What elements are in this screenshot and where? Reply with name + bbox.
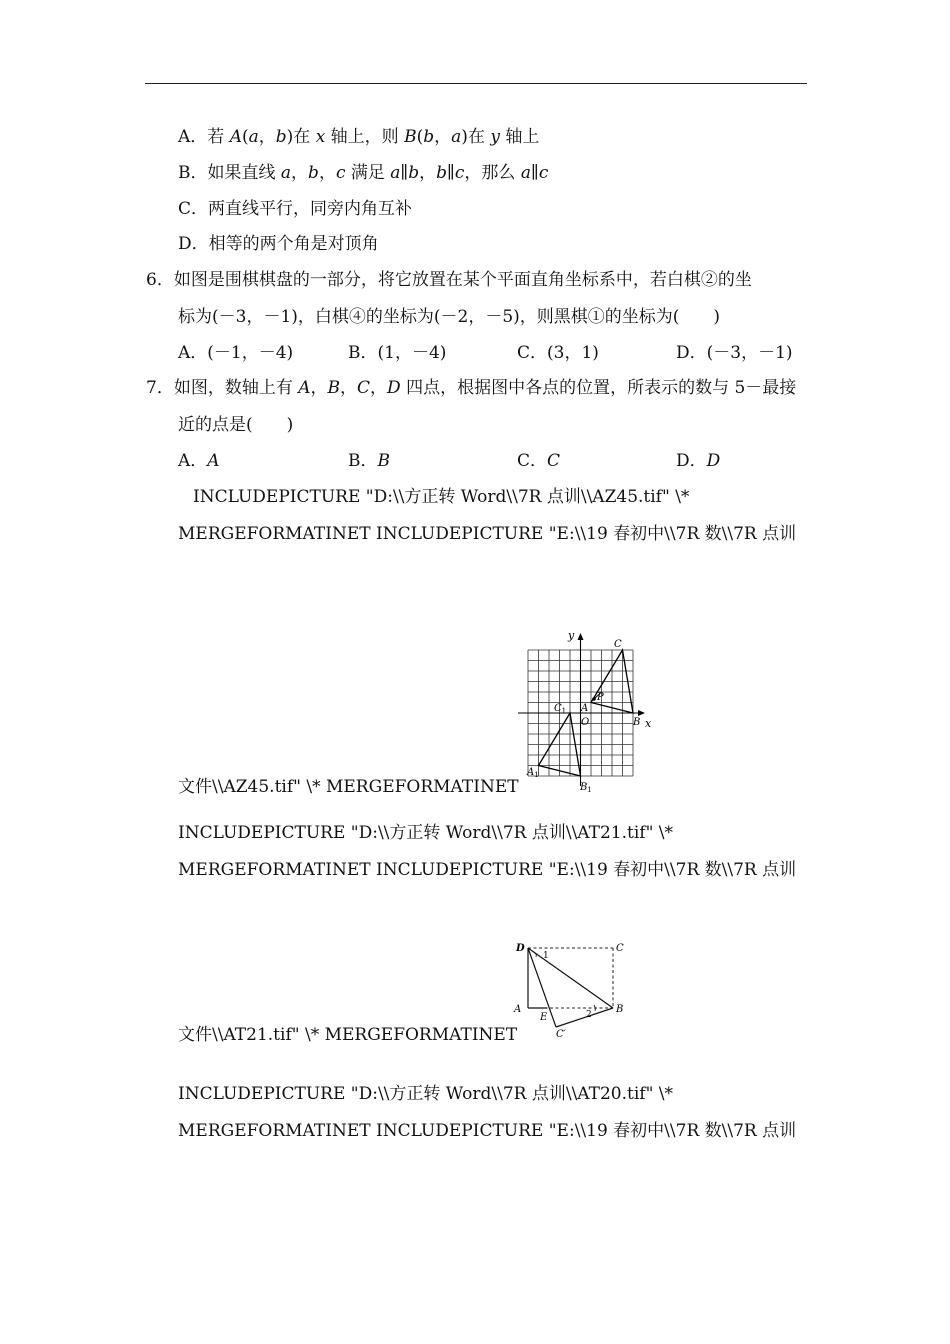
field2-line1: INCLUDEPICTURE "D:\\方正转 Word\\7R 点训\\AT21.tif" \* xyxy=(178,823,674,843)
field1-line1: INCLUDEPICTURE "D:\\方正转 Word\\7R 点训\\AZ45.tif" \* xyxy=(193,487,690,507)
folded-rectangle-figure xyxy=(510,936,635,1041)
header-rule xyxy=(145,83,807,84)
q5-option-b: B．如果直线 a，b，c 满足 a∥b，b∥c，那么 a∥c xyxy=(178,163,549,183)
grid-coordinate-figure xyxy=(512,628,662,794)
q7-stem-line1: 7．如图，数轴上有 A，B，C，D 四点，根据图中各点的位置，所表示的数与 5－最接 xyxy=(146,378,797,398)
q7-option-b: B．B xyxy=(348,451,390,471)
field3-line1: INCLUDEPICTURE "D:\\方正转 Word\\7R 点训\\AT20.tif" \* xyxy=(178,1084,674,1104)
point-b-label: B xyxy=(616,1004,624,1015)
point-a1-label: $A_1$ xyxy=(527,767,539,779)
y-axis-label: y xyxy=(568,629,575,642)
point-c-prime-label: C′ xyxy=(556,1029,566,1040)
q6-option-a: A．(－1，－4) xyxy=(178,343,294,363)
field2-line3: 文件\\AT21.tif" \* MERGEFORMATINET xyxy=(178,1025,518,1045)
q6-stem-line1: 6．如图是围棋棋盘的一部分，将它放置在某个平面直角坐标系中，若白棋②的坐 xyxy=(146,270,752,290)
q7-stem-line2: 近的点是( ) xyxy=(178,415,294,435)
point-p xyxy=(592,697,596,701)
point-b1-label: $B_1$ xyxy=(580,782,592,794)
q7-option-c: C．C xyxy=(517,451,561,471)
y-axis-arrow xyxy=(578,633,584,640)
q7-option-a: A．A xyxy=(178,451,220,471)
angle-2-label: 2 xyxy=(586,1010,592,1020)
point-c-label: C xyxy=(614,639,622,650)
q5-option-c: C．两直线平行，同旁内角互补 xyxy=(178,199,413,219)
x-axis-label: x xyxy=(645,717,652,730)
q6-option-d: D．(－3，－1) xyxy=(676,343,793,363)
point-c1-label: $C_1$ xyxy=(554,703,567,715)
x-axis-arrow xyxy=(638,710,645,716)
angle-1-label: 1 xyxy=(543,951,549,961)
field2-line2: MERGEFORMATINET INCLUDEPICTURE "E:\\19 春初中\\7R 数\\7R 点训 xyxy=(178,860,797,880)
q5-option-d: D．相等的两个角是对顶角 xyxy=(178,234,379,254)
q6-option-b: B．(1，－4) xyxy=(348,343,447,363)
point-c-label: C xyxy=(616,943,624,954)
point-p-label: P xyxy=(597,692,604,703)
field1-line2: MERGEFORMATINET INCLUDEPICTURE "E:\\19 春初中\\7R 数\\7R 点训 xyxy=(178,524,797,544)
origin-label: O xyxy=(581,717,590,728)
field3-line2: MERGEFORMATINET INCLUDEPICTURE "E:\\19 春初中\\7R 数\\7R 点训 xyxy=(178,1121,797,1141)
point-e-label: E xyxy=(540,1012,548,1023)
field1-line3: 文件\\AZ45.tif" \* MERGEFORMATINET xyxy=(178,777,519,797)
point-a-label: A xyxy=(581,703,589,714)
point-d-label: D xyxy=(516,943,525,954)
q6-option-c: C．(3，1) xyxy=(517,343,599,363)
q6-stem-line2: 标为(－3，－1)，白棋④的坐标为(－2，－5)，则黑棋①的坐标为( ) xyxy=(178,307,721,327)
q5-option-a: A．若 A(a，b)在 x 轴上，则 B(b，a)在 y 轴上 xyxy=(178,127,540,147)
q7-option-d: D．D xyxy=(676,451,721,471)
point-a-label: A xyxy=(514,1004,522,1015)
point-b-label: B xyxy=(633,717,641,728)
